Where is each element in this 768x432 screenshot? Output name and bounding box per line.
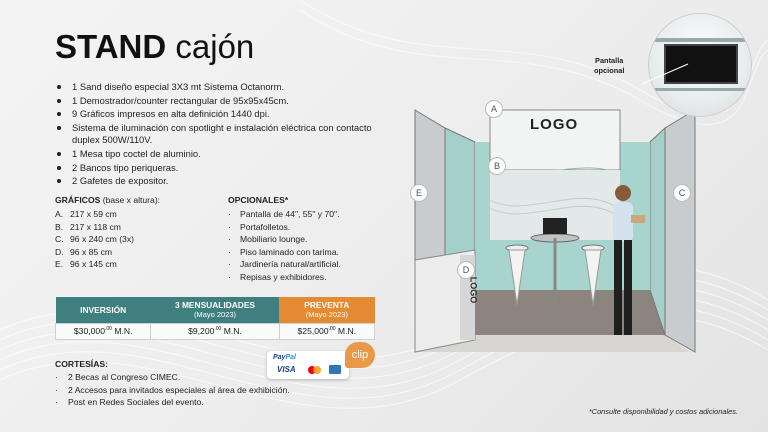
- feature-item: 2 Bancos tipo periqueras.: [55, 162, 375, 175]
- graficos-value: 217 x 59 cm: [70, 209, 117, 219]
- pricing-header-sub: (Mayo 2023): [193, 309, 237, 319]
- counter-logo: LOGO: [468, 276, 479, 304]
- graficos-item: [55, 208, 134, 221]
- pricing-header-sub: (Mayo 2023): [305, 309, 348, 319]
- right-frame: [665, 110, 695, 352]
- opcionales-item: · Jardinería natural/artificial.: [228, 258, 341, 271]
- feature-item: 9 Gráficos impresos en alta definición 1440 dpi.: [55, 108, 375, 121]
- graficos-item: [55, 258, 134, 271]
- graficos-title: [55, 195, 160, 205]
- graficos-title-bold: GRÁFICOS: [55, 195, 101, 205]
- feature-list: [55, 81, 375, 189]
- paypal-text-b: Pal: [285, 354, 296, 361]
- graficos-key: D.: [55, 246, 64, 257]
- graficos-title-rest: (base x altura):: [100, 195, 161, 205]
- graficos-value: 217 x 118 cm: [70, 221, 121, 232]
- opcionales-item: · Portafolletos.: [228, 221, 341, 234]
- screen-label: [594, 56, 624, 76]
- feature-item: 2 Gafetes de expositor.: [55, 175, 375, 188]
- pricing-header-inversion: [56, 297, 151, 323]
- clip-badge: clip: [345, 342, 375, 368]
- pricing-header-label: PREVENTA: [304, 299, 350, 310]
- graficos-list: [55, 208, 134, 271]
- marker-b: B: [488, 157, 506, 175]
- opcionales-item: · Pantalla de 44", 55" y 70".: [228, 208, 341, 221]
- price-main: $30,000: [73, 326, 105, 336]
- opcionales-item: · Piso laminado con tarima.: [228, 246, 341, 259]
- feature-item: 1 Mesa tipo coctel de aluminio.: [55, 148, 375, 161]
- paypal-logo: [273, 354, 296, 361]
- cortesias-list: [55, 371, 290, 409]
- page-title: [55, 28, 254, 66]
- graficos-key: C.: [55, 234, 64, 245]
- pricing-header-mensualidades: [151, 297, 279, 323]
- graficos-item: [55, 221, 134, 234]
- page-title-bold: STAND: [55, 28, 167, 65]
- price-unit: M.N.: [335, 326, 357, 336]
- price-unit: M.N.: [221, 326, 242, 336]
- graficos-key: E.: [55, 259, 64, 270]
- screen-callout-line: [640, 62, 690, 87]
- feature-item: Sistema de iluminación con spotlight e instalación eléctrica con contacto duplex 500W/110V.: [55, 122, 375, 147]
- visa-logo: VISA: [277, 365, 296, 374]
- person-head: [615, 185, 631, 201]
- price-mensualidades: [151, 323, 279, 339]
- pricing-table: [55, 297, 375, 340]
- price-cents: .00: [104, 326, 112, 333]
- graficos-value: 96 x 240 cm (3x): [70, 234, 134, 245]
- person-folder: [631, 215, 645, 223]
- payment-methods-card: [267, 351, 349, 379]
- pricing-header-label: 3 MENSUALIDADES: [174, 299, 256, 310]
- graficos-item: [55, 246, 134, 259]
- cortesias-item: · Post en Redes Sociales del evento.: [55, 396, 290, 409]
- cortesias-title: CORTESÍAS:: [55, 359, 108, 369]
- graficos-item: [55, 233, 134, 246]
- graficos-key: B.: [55, 221, 64, 232]
- marker-e: E: [410, 184, 428, 202]
- paypal-text-a: Pay: [273, 354, 286, 361]
- price-main: $25,000: [297, 326, 329, 336]
- page-title-rest: cajón: [175, 28, 255, 65]
- price-inversion: [56, 323, 151, 339]
- price-cents: .00: [328, 326, 336, 333]
- price-main: $9,200: [188, 326, 215, 336]
- callout-line: [642, 64, 688, 84]
- stand-logo: LOGO: [530, 116, 579, 133]
- opcionales-item: · Repisas y exhibidores.: [228, 271, 341, 284]
- graficos-value: 96 x 145 cm: [70, 259, 117, 270]
- amex-icon: [329, 365, 341, 374]
- opcionales-title: OPCIONALES*: [228, 195, 289, 205]
- pricing-header-preventa: [279, 297, 374, 323]
- mastercard-icon: [308, 365, 322, 375]
- marker-c: C: [673, 184, 691, 202]
- opcionales-item: · Mobiliario lounge.: [228, 233, 341, 246]
- person-shirt: [613, 202, 633, 242]
- cortesias-item: · 2 Becas al Congreso CIMEC.: [55, 371, 290, 384]
- price-preventa: [279, 323, 374, 339]
- screen-label-line-1: Pantalla: [595, 56, 624, 65]
- marker-d: D: [457, 261, 475, 279]
- feature-item: 1 Sand diseño especial 3X3 mt Sistema Octanorm.: [55, 81, 375, 94]
- graficos-value: 96 x 85 cm: [70, 246, 113, 257]
- price-unit: M.N.: [111, 326, 133, 336]
- screen-label-line-2: opcional: [594, 66, 625, 75]
- price-cents: .00: [214, 326, 222, 333]
- person-leg-left: [614, 240, 622, 335]
- screen-rail-top: [649, 38, 752, 42]
- opcionales-list: [228, 208, 341, 284]
- person-leg-right: [624, 240, 632, 335]
- laptop: [543, 218, 567, 234]
- marker-a: A: [485, 100, 503, 118]
- feature-item: 1 Demostrador/counter rectangular de 95x95x45cm.: [55, 95, 375, 108]
- cortesias-item: · 2 Accesos para invitados especiales al área de exhibición.: [55, 384, 290, 397]
- screen-rail-bottom: [649, 88, 752, 91]
- pricing-header-label: INVERSIÓN: [80, 304, 127, 315]
- graficos-key: A.: [55, 209, 64, 219]
- availability-note: *Consulte disponibilidad y costos adicionales.: [588, 407, 738, 416]
